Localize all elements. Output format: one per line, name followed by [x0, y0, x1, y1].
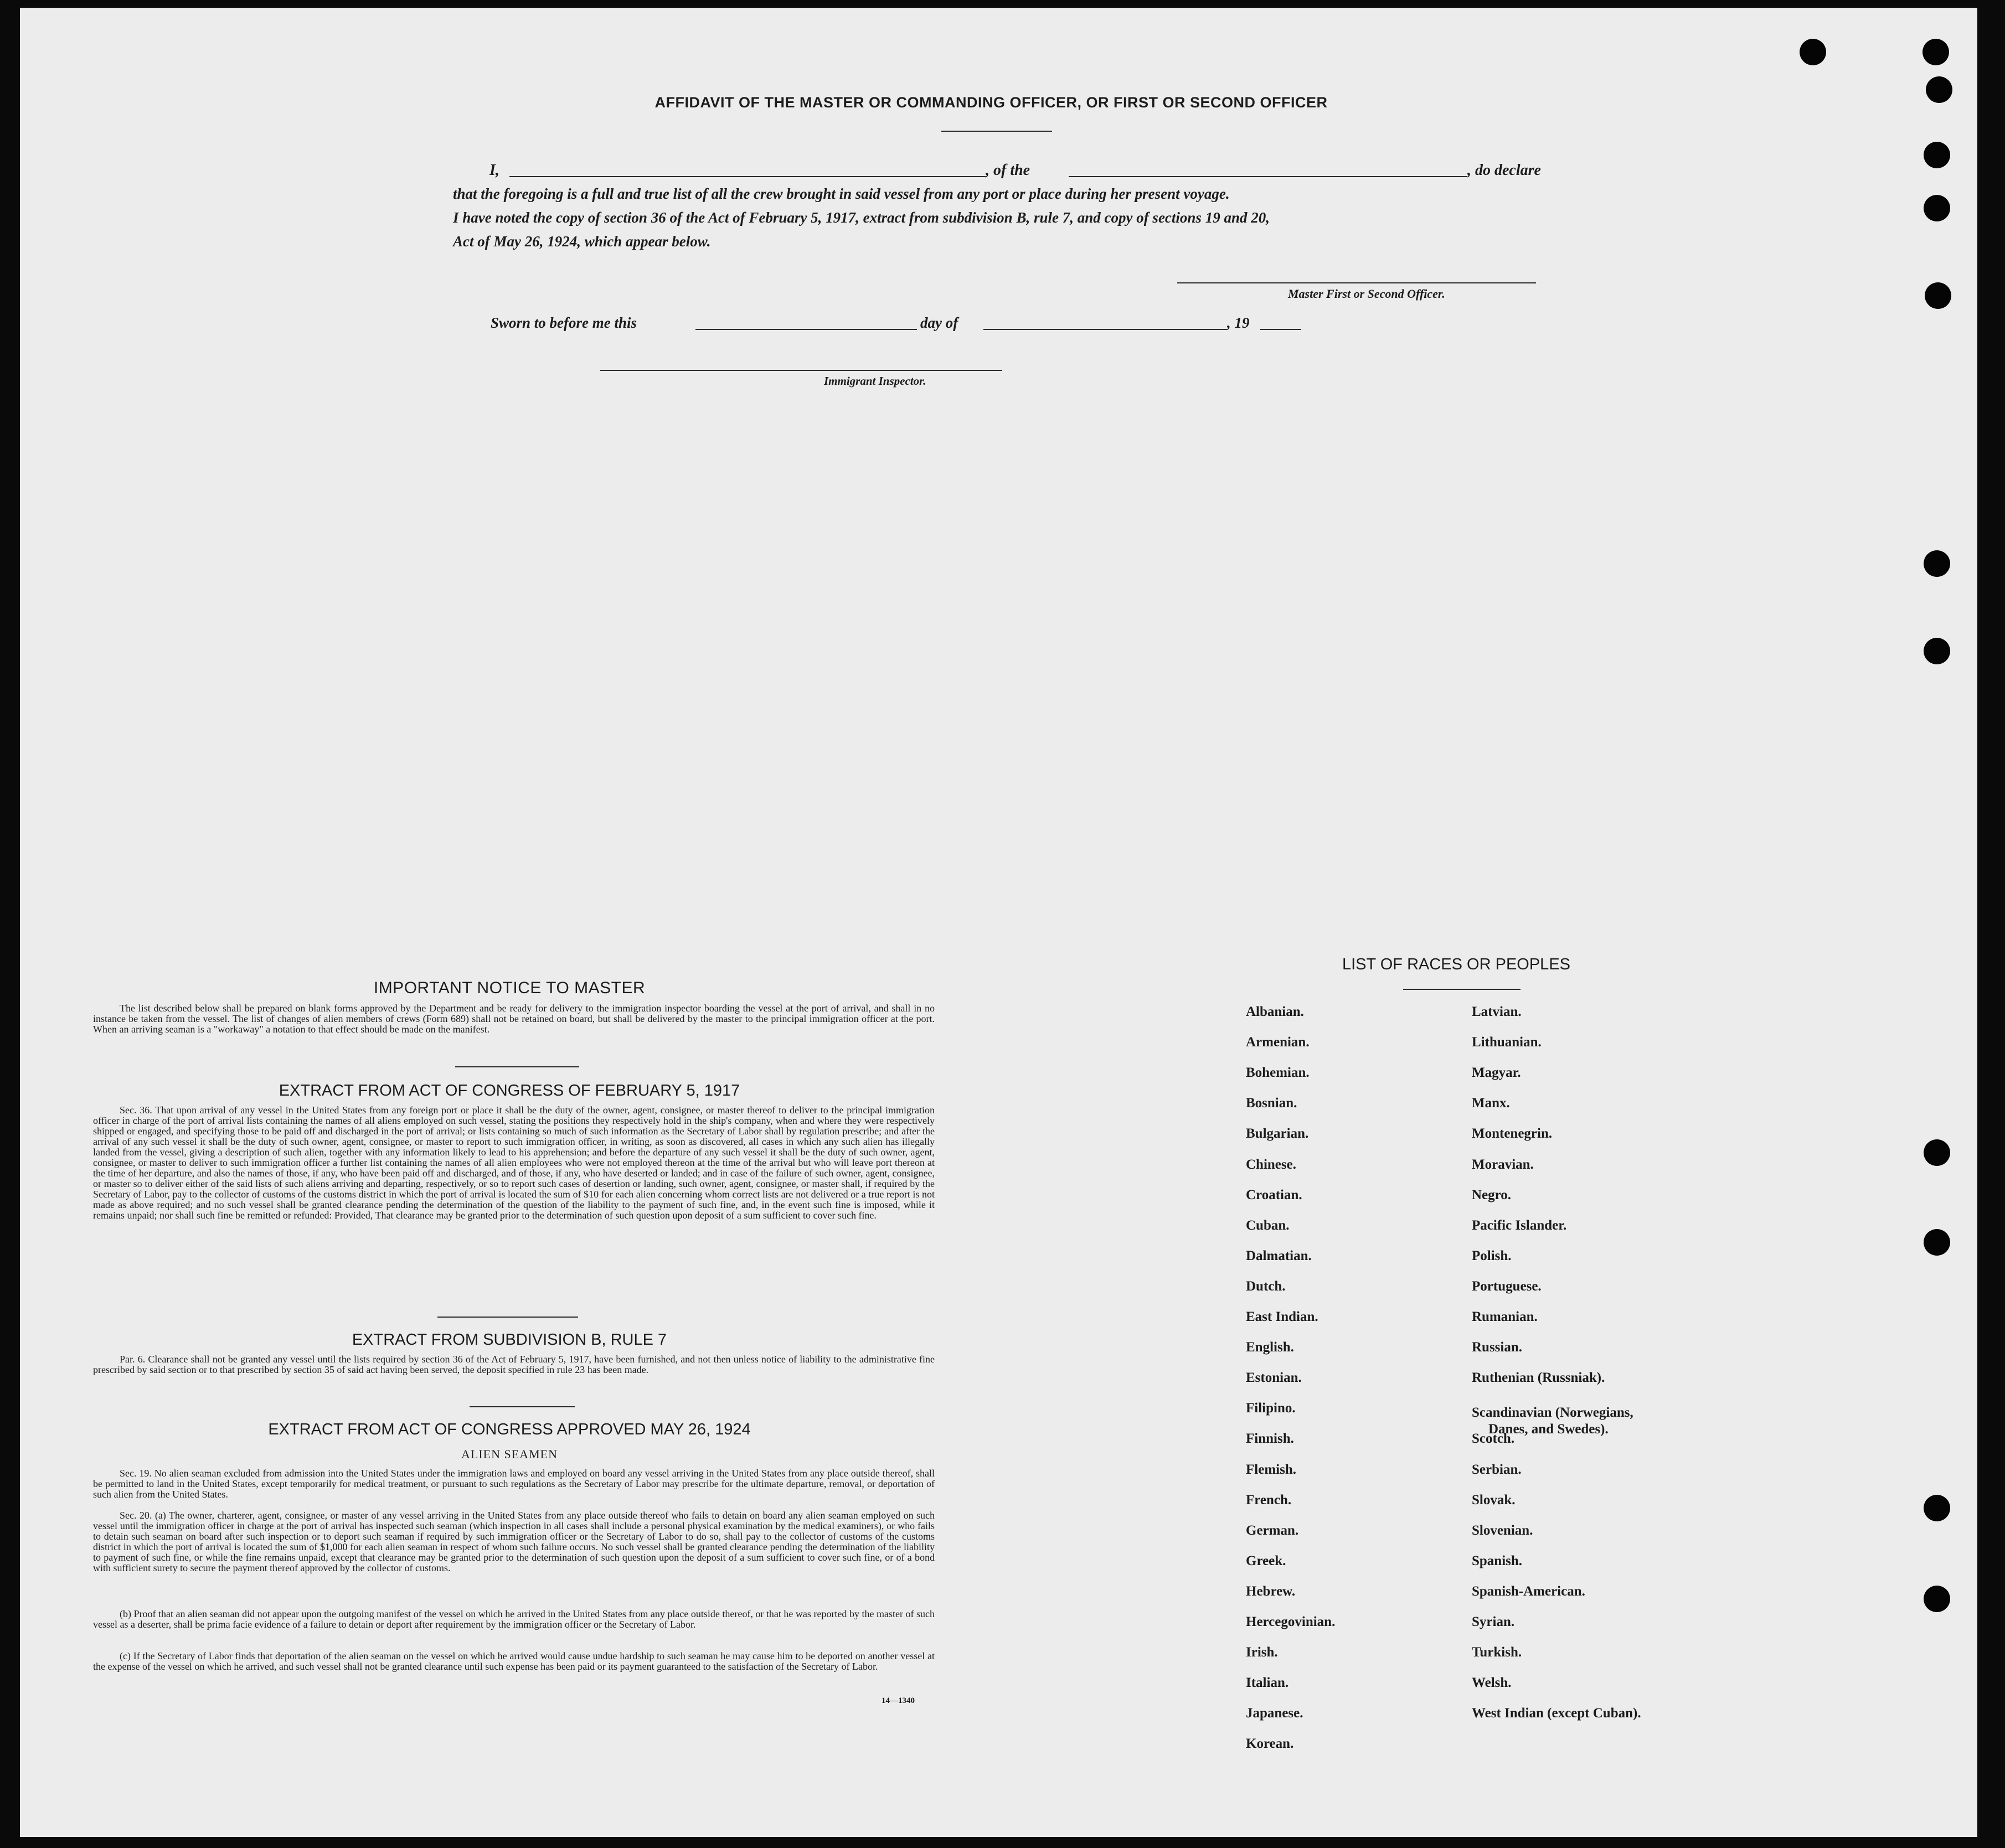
race-item: Pacific Islander.	[1472, 1217, 1567, 1233]
month-line	[983, 329, 1227, 330]
inspector-caption: Immigrant Inspector.	[824, 374, 926, 388]
extract-rule7-title: EXTRACT FROM SUBDIVISION B, RULE 7	[352, 1331, 667, 1349]
race-item: Scotch.	[1472, 1431, 1515, 1447]
sec-20c-body: (c) If the Secretary of Labor finds that deportation of the alien seaman on the vessel on which he arrived would cause undue hardship to such seaman he may cause him to be deported on another vessel at the expense of the vessel on which he arrived, and such vessel shall not be granted clearance until such expense has been paid or its payment guaranteed to the satisfaction of the Secretary of Labor.	[93, 1650, 935, 1672]
race-item: Polish.	[1472, 1248, 1512, 1263]
punch-hole	[1922, 39, 1949, 65]
master-signature-line	[1177, 282, 1536, 283]
race-item: Magyar.	[1472, 1065, 1521, 1081]
race-item: Lithuanian.	[1472, 1035, 1542, 1050]
punch-hole	[1924, 550, 1950, 577]
section-divider	[455, 1066, 579, 1067]
race-item: English.	[1246, 1340, 1294, 1355]
race-item: Bosnian.	[1246, 1096, 1297, 1111]
punch-hole	[1924, 638, 1950, 664]
race-item: Croatian.	[1246, 1187, 1302, 1202]
race-item: Russian.	[1472, 1340, 1523, 1355]
race-item: Japanese.	[1246, 1706, 1303, 1721]
race-item: Flemish.	[1246, 1462, 1296, 1477]
race-item: Finnish.	[1246, 1431, 1294, 1447]
race-item: Bulgarian.	[1246, 1126, 1309, 1142]
punch-hole	[1800, 39, 1826, 65]
race-item: Syrian.	[1472, 1614, 1515, 1629]
section-divider	[437, 1317, 578, 1318]
year-line	[1260, 329, 1301, 330]
extract-1917-title: EXTRACT FROM ACT OF CONGRESS OF FEBRUARY 5, 1917	[279, 1082, 740, 1099]
extract-1917-body: Sec. 36. That upon arrival of any vessel in the United States from any foreign port or place it shall be the duty of the owner, agent, consignee, or master thereof to deliver to the principal immigration officer in charge of the port of arrival lists containing the names of all aliens employed on such vessel, stating the positions they respectively hold in the ship's company, when and where they were respectively shipped or engaged, and specifying those to be paid off and discharged in the port of arrival; or lists containing so much of such information as the Secretary of Labor shall by regulation prescribe; and after the arrival of any such vessel it shall be the duty of such owner, agent, consignee, or master to report to such immigration officer, in writing, as soon as discovered, all cases in which any such alien has illegally landed from the vessel, giving a description of such alien, together with any information likely to lead to his apprehension; and before the departure of any such vessel it shall be the duty of such owner, agent, consignee, or master to deliver to such immigration officer a further list containing the names of all alien employees who were not employed thereon at the time of the arrival but who will leave port thereon at the time of her departure, and also the names of those, if any, who have been paid off and discharged, and of those, if any, who have deserted or landed; and in case of the failure of such owner, agent, consignee, or master so to deliver either of the said lists of such aliens arriving and departing, respectively, or so to report such cases of desertion or landing, such owner, agent, consignee, or master shall, if required by the Secretary of Labor, pay to the collector of customs of the customs district in which the port of arrival is located the sum of $10 for each alien concerning whom correct lists are not delivered or a true report is not made as above required; and no such vessel shall be granted clearance pending the determination of the question of the liability to the payment of such fine, and, in the event such fine is imposed, while it remains unpaid; nor shall such fine be remitted or refunded: Provided, That clearance may be granted prior to the determination of such question upon deposit of a sum sufficient to cover such fine.	[93, 1104, 935, 1221]
sec-20a-body: Sec. 20. (a) The owner, charterer, agent, consignee, or master of any vessel arriving in the United States from any place outside thereof who fails to detain on board any alien seaman employed on such vessel until the immigration officer in charge at the port of arrival has inspected such seaman (which inspection in all cases shall include a personal physical examination by the medical examiners), or who fails to detain such seaman on board after such inspection or to deport such seaman if required by such immigration officer or the Secretary of Labor to do so, shall pay to the collector of customs of the customs district in which the port of arrival is located the sum of $1,000 for each alien seaman in respect of whom such failure occurs. No such vessel shall be granted clearance pending the determination of the liability to payment of such fine, or while the fine remains unpaid, except that clearance may be granted prior to the determination of such question upon the deposit of a sum sufficient to cover such fine, or of a bond with sufficient surety to secure the payment thereof approved by the collector of customs.	[93, 1510, 935, 1573]
affidavit-line-2: that the foregoing is a full and true list of all the crew brought in said vessel from any port or place during her present voyage.	[453, 185, 1230, 202]
race-item: Italian.	[1246, 1675, 1289, 1691]
affidavit-title: AFFIDAVIT OF THE MASTER OR COMMANDING OFFICER, OR FIRST OR SECOND OFFICER	[654, 94, 1328, 111]
inspector-signature-line	[600, 370, 1002, 371]
punch-hole	[1924, 1586, 1950, 1612]
sworn-date-line	[695, 329, 917, 330]
sworn-label: Sworn to before me this	[491, 314, 637, 331]
race-item: Serbian.	[1472, 1462, 1522, 1477]
punch-hole	[1924, 1229, 1950, 1256]
race-item: Bohemian.	[1246, 1065, 1310, 1081]
race-item: Slovenian.	[1472, 1522, 1533, 1538]
race-item: Scandinavian (Norwegians,	[1472, 1405, 1633, 1421]
sec-20b-body: (b) Proof that an alien seaman did not appear upon the outgoing manifest of the vessel on which he arrived in the United States from any place outside thereof, or that he was reported by the master of such vessel as a deserter, shall be prima facie evidence of a failure to detain or deport after requirement by the immigration officer or the Secretary of Labor.	[93, 1608, 935, 1630]
race-item: Spanish-American.	[1472, 1583, 1585, 1599]
extract-1924-title: EXTRACT FROM ACT OF CONGRESS APPROVED MAY 26, 1924	[268, 1421, 751, 1438]
alien-seamen-subtitle: ALIEN SEAMEN	[461, 1447, 558, 1461]
race-item: Armenian.	[1246, 1035, 1310, 1050]
form-number: 14—1340	[882, 1696, 915, 1705]
punch-hole	[1924, 142, 1950, 168]
extract-rule7-body: Par. 6. Clearance shall not be granted any vessel until the lists required by section 36 of the Act of February 5, 1917, have been furnished, and not then unless notice of liability to the administrative fine prescribed by said section or to that prescribed by section 35 of said act having been served, the deposit specified in rule 23 has been made.	[93, 1354, 935, 1375]
race-item: Albanian.	[1246, 1004, 1304, 1019]
notice-body: The list described below shall be prepared on blank forms approved by the Department and be ready for delivery to the immigration inspector boarding the vessel at the port of arrival, and shall in no instance be taken from the vessel. The list of changes of alien members of crews (Form 689) shall not be retained on board, but shall be delivered by the master to the principal immigration officer at the port. When an arriving seaman is a "workaway" a notation to that effect should be made on the manifest.	[93, 1003, 935, 1035]
affidavit-i: I,	[489, 162, 499, 179]
year-label: , 19	[1227, 314, 1250, 331]
punch-hole	[1925, 282, 1951, 309]
race-item: Chinese.	[1246, 1157, 1296, 1172]
race-item: Spanish.	[1472, 1553, 1523, 1568]
punch-hole	[1924, 1139, 1950, 1166]
sec-19-body: Sec. 19. No alien seaman excluded from admission into the United States under the immigration laws and employed on board any vessel arriving in the United States from any place outside thereof, shall be permitted to land in the United States, except temporarily for medical treatment, or pursuant to such regulations as the Secretary of Labor may prescribe for the ultimate departure, removal, or deportation of such alien from the United States.	[93, 1468, 935, 1500]
punch-hole	[1926, 76, 1952, 103]
races-title: LIST OF RACES OR PEOPLES	[1342, 956, 1571, 973]
race-item: Korean.	[1246, 1736, 1294, 1752]
race-item: Estonian.	[1246, 1370, 1302, 1386]
day-of-label: day of	[920, 314, 958, 331]
race-item: Welsh.	[1472, 1675, 1512, 1691]
affidavit-line-3: I have noted the copy of section 36 of the Act of February 5, 1917, extract from subdivision B, rule 7, and copy of sections 19 and 20,	[453, 209, 1270, 226]
race-item: German.	[1246, 1522, 1299, 1538]
title-divider	[941, 131, 1052, 132]
section-divider	[470, 1406, 575, 1407]
race-item: West Indian (except Cuban).	[1472, 1706, 1641, 1721]
race-item: Montenegrin.	[1472, 1126, 1553, 1142]
race-item: Rumanian.	[1472, 1309, 1538, 1324]
master-caption: Master First or Second Officer.	[1288, 287, 1445, 301]
punch-hole	[1924, 195, 1950, 221]
name-field-line	[509, 176, 986, 177]
race-item: Negro.	[1472, 1187, 1512, 1202]
race-item: Danes, and Swedes).	[1488, 1422, 1609, 1437]
race-item: Hebrew.	[1246, 1583, 1296, 1599]
affidavit-line-4: Act of May 26, 1924, which appear below.	[453, 233, 711, 250]
race-item: Portuguese.	[1472, 1278, 1542, 1294]
race-item: Dutch.	[1246, 1278, 1286, 1294]
race-item: Hercegovinian.	[1246, 1614, 1336, 1629]
notice-title: IMPORTANT NOTICE TO MASTER	[373, 979, 646, 997]
race-item: Turkish.	[1472, 1645, 1522, 1660]
race-item: Dalmatian.	[1246, 1248, 1312, 1263]
race-item: Filipino.	[1246, 1401, 1296, 1416]
race-item: French.	[1246, 1492, 1292, 1508]
race-item: Manx.	[1472, 1096, 1510, 1111]
race-item: Greek.	[1246, 1553, 1286, 1568]
race-item: Ruthenian (Russniak).	[1472, 1370, 1605, 1386]
race-item: Irish.	[1246, 1645, 1278, 1660]
affidavit-of-the: , of the	[986, 162, 1030, 179]
race-item: Cuban.	[1246, 1217, 1290, 1233]
vessel-field-line	[1069, 176, 1467, 177]
race-item: East Indian.	[1246, 1309, 1318, 1324]
race-item: Latvian.	[1472, 1004, 1522, 1019]
race-item: Slovak.	[1472, 1492, 1516, 1508]
affidavit-declare: , do declare	[1467, 162, 1541, 179]
punch-hole	[1924, 1495, 1950, 1521]
race-item: Moravian.	[1472, 1157, 1534, 1172]
races-divider	[1403, 989, 1520, 990]
